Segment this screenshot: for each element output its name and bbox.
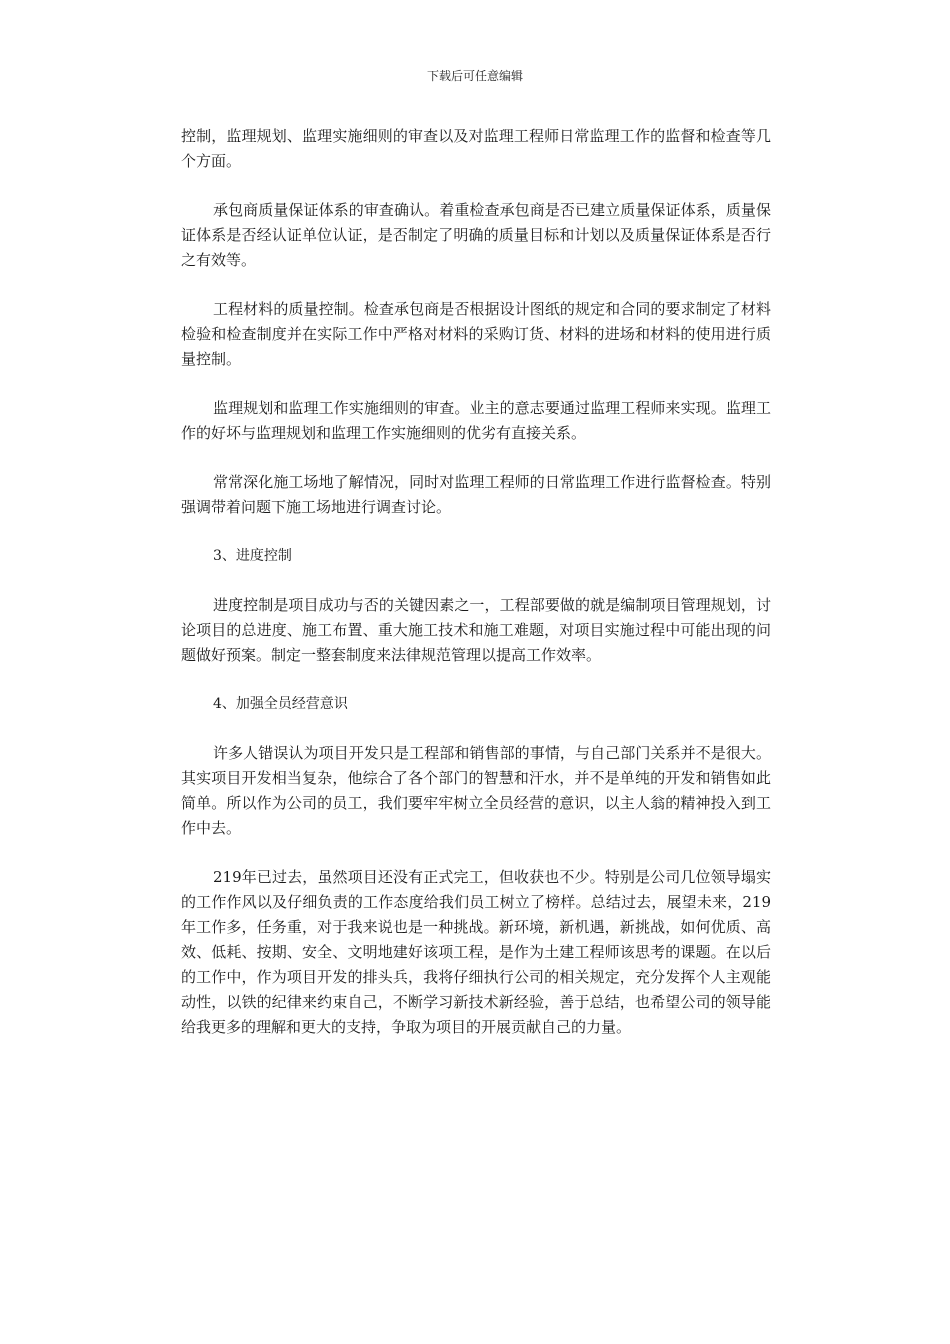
- page-header: 下载后可任意编辑: [426, 69, 523, 83]
- paragraph-year-summary: 219年已过去，虽然项目还没有正式完工，但收获也不少。特别是公司几位领导塌实的工作作风以及仔细负责的工作态度给我们员工树立了榜样。总结过去，展望未来，219年工作多，任务重，对于我来说也是一种挑战。新环境，新机遇，新挑战，如何优质、高效、低耗、按期、安全、文明地建好该项工程，是作为土建工程师该思考的课题。在以后的工作中，作为项目开发的排头兵，我将仔细执行公司的相关规定，充分发挥个人主观能动性，以铁的纪律来约束自己，不断学习新技术新经验，善于总结，也希望公司的领导能给我更多的理解和更大的支持，争取为项目的开展贡献自己的力量。: [181, 868, 771, 1036]
- paragraph-supervision-plan: 监理规划和监理工作实施细则的审查。业主的意志要通过监理工程师来实现。监理工作的好坏与监理规划和监理工作实施细则的优劣有直接关系。: [181, 399, 771, 442]
- paragraph-site-inspection: 常常深化施工场地了解情况，同时对监理工程师的日常监理工作进行监督检查。特别强调带着问题下施工场地进行调查讨论。: [181, 473, 771, 516]
- paragraph-supervision-scope: 控制，监理规划、监理实施细则的审查以及对监理工程师日常监理工作的监督和检查等几个方面。: [181, 127, 771, 170]
- paragraph-business-awareness: 许多人错误认为项目开发只是工程部和销售部的事情，与自己部门关系并不是很大。其实项目开发相当复杂，他综合了各个部门的智慧和汗水，并不是单纯的开发和销售如此简单。所以作为公司的员工，我们要牢牢树立全员经营的意识，以主人翁的精神投入到工作中去。: [181, 744, 771, 837]
- section-heading-business-awareness: 4、加强全员经营意识: [213, 696, 348, 712]
- document-body: [181, 124, 771, 1064]
- paragraph-progress-control: 进度控制是项目成功与否的关键因素之一，工程部要做的就是编制项目管理规划，讨论项目的总进度、施工布置、重大施工技术和施工难题，对项目实施过程中可能出现的问题做好预案。制定一整套制度来法律规范管理以提高工作效率。: [181, 596, 771, 664]
- paragraph-material-quality: 工程材料的质量控制。检查承包商是否根据设计图纸的规定和合同的要求制定了材料检验和检查制度并在实际工作中严格对材料的采购订货、材料的进场和材料的使用进行质量控制。: [181, 300, 771, 368]
- section-heading-progress-control: 3、进度控制: [213, 548, 292, 564]
- paragraph-quality-system: 承包商质量保证体系的审查确认。着重检查承包商是否已建立质量保证体系，质量保证体系是否经认证单位认证，是否制定了明确的质量目标和计划以及质量保证体系是否行之有效等。: [181, 201, 771, 269]
